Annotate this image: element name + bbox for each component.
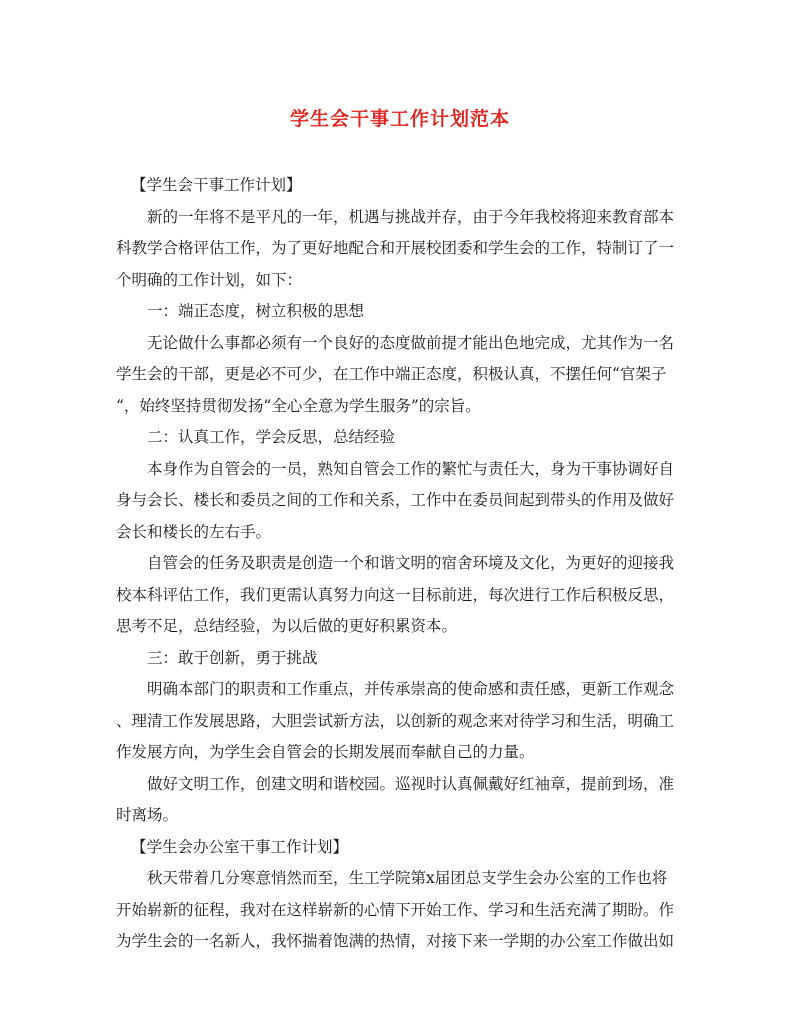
paragraph-line: 身与会长、楼长和委员之间的工作和关系，工作中在委员间起到带头的作用及做好 xyxy=(116,491,675,509)
paragraph-line: 、理清工作发展思路，大胆尝试新方法，以创新的观念来对待学习和生活，明确工 xyxy=(116,711,675,730)
paragraph-line: 自管会的任务及职责是创造一个和谐文明的宿舍环境及文化，为更好的迎接我 xyxy=(147,554,675,572)
subheading: 三：敢于创新，勇于挑战 xyxy=(147,648,318,667)
paragraph-line: 作发展方向，为学生会自管会的长期发展而奉献自己的力量。 xyxy=(116,743,535,761)
document-body xyxy=(116,170,686,958)
section-heading: 【学生会干事工作计划】 xyxy=(131,176,302,194)
paragraph-line: 明确本部门的职责和工作重点，并传承崇高的使命感和责任感，更新工作观念 xyxy=(147,680,675,698)
paragraph-line: 会长和楼长的左右手。 xyxy=(116,522,272,541)
paragraph-line: 个明确的工作计划，如下： xyxy=(116,270,303,289)
paragraph-line: 无论做什么事都必须有一个良好的态度做前提才能出色地完成，尤其作为一名 xyxy=(147,333,675,352)
paragraph-line: 新的一年将不是平凡的一年，机遇与挑战并存，由于今年我校将迎来教育部本 xyxy=(147,207,675,226)
paragraph-line: 做好文明工作，创建文明和谐校园。巡视时认真佩戴好红袖章，提前到场，准 xyxy=(147,774,675,793)
paragraph-line: “，始终坚持贯彻发扬“全心全意为学生服务”的宗旨。 xyxy=(116,396,481,415)
subheading: 二：认真工作，学会反思，总结经验 xyxy=(147,428,396,446)
paragraph-line: 科教学合格评估工作，为了更好地配合和开展校团委和学生会的工作，特制订了一 xyxy=(116,239,675,257)
document-title: 学生会干事工作计划范本 xyxy=(289,108,510,130)
paragraph-line: 时离场。 xyxy=(116,806,179,824)
paragraph-line: 校本科评估工作，我们更需认真努力向这一目标前进，每次进行工作后积极反思， xyxy=(116,585,675,604)
paragraph-line: 本身作为自管会的一员，熟知自管会工作的繁忙与责任大，身为干事协调好自 xyxy=(147,459,675,478)
subheading: 一：端正态度，树立积极的思想 xyxy=(147,302,365,320)
paragraph-line: 开始崭新的征程，我对在这样崭新的心情下开始工作、学习和生活充满了期盼。作 xyxy=(116,900,675,919)
paragraph-line: 为学生会的一名新人，我怀揣着饱满的热情，对接下来一学期的办公室工作做出如 xyxy=(116,932,675,950)
paragraph-line: 学生会的干部，更是必不可少，在工作中端正态度，积极认真，不摆任何“官架子 xyxy=(116,365,667,383)
section-heading: 【学生会办公室干事工作计划】 xyxy=(131,837,349,856)
paragraph-line: 思考不足，总结经验，为以后做的更好积累资本。 xyxy=(116,617,458,635)
paragraph-line: 秋天带着几分寒意悄然而至，生工学院第x届团总支学生会办公室的工作也将 xyxy=(147,869,668,887)
